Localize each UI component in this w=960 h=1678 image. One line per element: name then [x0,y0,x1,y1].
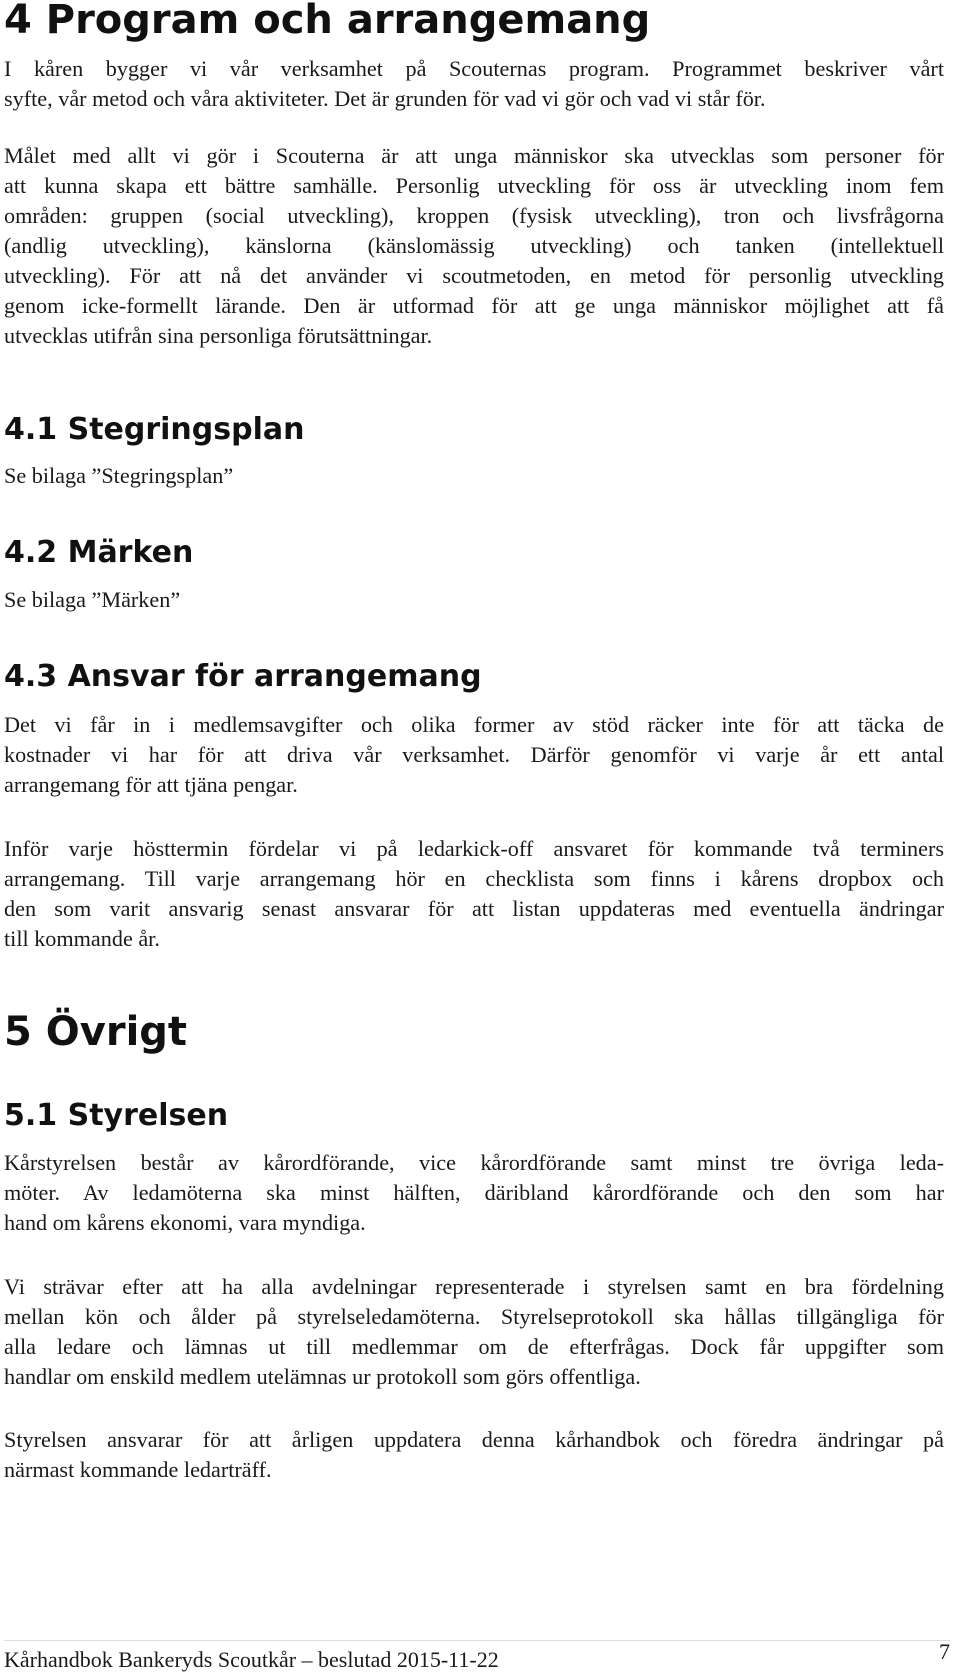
text-line: alla ledare och lämnas ut till medlemmar om de efterfrågas. Dock får uppgifter som [4,1334,944,1359]
footer-divider [4,1640,950,1641]
text-line: syfte, vår metod och våra aktiviteter. Det är grunden för vad vi gör och vad vi står för. [4,86,766,111]
text-line: att kunna skapa ett bättre samhälle. Personlig utveckling för oss är utveckling inom fem [4,173,944,198]
section-4-intro-paragraph [4,54,944,114]
text-line: Se bilaga ”Stegringsplan” [4,463,234,488]
text-line: den som varit ansvarig senast ansvarar för att listan uppdateras med eventuella ändringar [4,896,944,921]
section-5-1-paragraph-3 [4,1425,944,1485]
text-line: Styrelsen ansvarar för att årligen uppdatera denna kårhandbok och föredra ändringar på [4,1427,944,1452]
section-4-3-paragraph-1 [4,710,944,800]
section-5-1-paragraph-1 [4,1148,944,1238]
text-line: närmast kommande ledarträff. [4,1457,272,1482]
text-line: områden: gruppen (social utveckling), kroppen (fysisk utveckling), tron och livsfrågorna [4,203,944,228]
section-4-1-text [4,461,944,491]
text-line: kostnader vi har för att driva vår verksamhet. Därför genomför vi varje år ett antal [4,742,944,767]
text-line: Vi strävar efter att ha alla avdelningar representerade i styrelsen samt en bra fördelning [4,1274,944,1299]
page-number: 7 [939,1639,950,1664]
section-5-heading: 5 Övrigt [4,1009,188,1055]
text-line: genom icke-formellt lärande. Den är utformad för att ge unga människor möjlighet att få [4,293,944,318]
section-4-1-heading: 4.1 Stegringsplan [4,412,305,447]
text-line: hand om kårens ekonomi, vara myndiga. [4,1210,366,1235]
section-4-3-paragraph-2 [4,834,944,954]
footer-document-title: Kårhandbok Bankeryds Scoutkår – beslutad 2015-11-22 [4,1647,499,1672]
text-line: utveckling). För att nå det använder vi scoutmetoden, en metod för personlig utveckling [4,263,944,288]
text-line: (andlig utveckling), känslorna (känslomässig utveckling) och tanken (intellektuell [4,233,944,258]
text-line: Inför varje hösttermin fördelar vi på ledarkick-off ansvaret för kommande två terminers [4,836,944,861]
section-4-heading: 4 Program och arrangemang [4,0,651,43]
section-4-2-text [4,585,944,615]
text-line: mellan kön och ålder på styrelseledamöterna. Styrelseprotokoll ska hållas tillgängliga för [4,1304,944,1329]
text-line: Målet med allt vi gör i Scouterna är att unga människor ska utvecklas som personer för [4,143,944,168]
text-line: I kåren bygger vi vår verksamhet på Scouternas program. Programmet beskriver vårt [4,56,944,81]
text-line: arrangemang för att tjäna pengar. [4,772,298,797]
section-4-goal-paragraph [4,141,944,351]
section-5-1-heading: 5.1 Styrelsen [4,1098,229,1133]
section-4-3-heading: 4.3 Ansvar för arrangemang [4,659,482,694]
text-line: till kommande år. [4,926,160,951]
section-4-2-heading: 4.2 Märken [4,535,194,570]
text-line: Se bilaga ”Märken” [4,587,181,612]
text-line: Kårstyrelsen består av kårordförande, vice kårordförande samt minst tre övriga leda- [4,1150,944,1175]
text-line: arrangemang. Till varje arrangemang hör en checklista som finns i kårens dropbox och [4,866,944,891]
section-5-1-paragraph-2 [4,1272,944,1392]
text-line: handlar om enskild medlem utelämnas ur protokoll som görs offentliga. [4,1364,641,1389]
text-line: utvecklas utifrån sina personliga förutsättningar. [4,323,433,348]
text-line: möter. Av ledamöterna ska minst hälften, däribland kårordförande och den som har [4,1180,944,1205]
text-line: Det vi får in i medlemsavgifter och olika former av stöd räcker inte för att täcka de [4,712,944,737]
